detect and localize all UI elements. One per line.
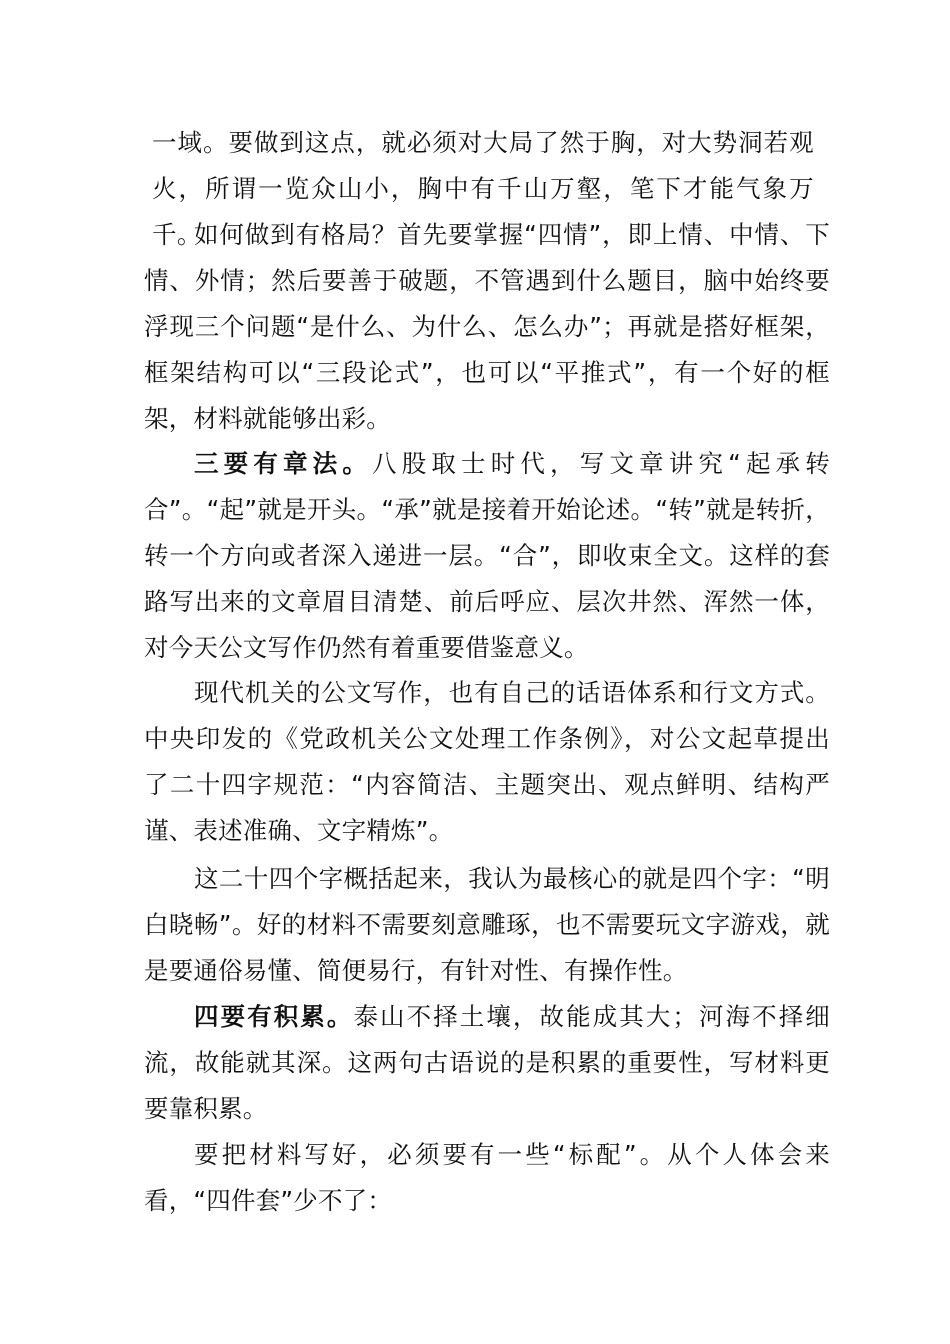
paragraph-text: 这二十四个字概括起来，我认为最核心的就是四个字：“明白晓畅”。好的材料不需要刻意雕琢，也不需要玩文字游戏，就是要通俗易懂、简便易行，有针对性、有操作性。: [144, 864, 830, 985]
paragraph-essentials: [144, 1132, 830, 1224]
section-heading-three: 三要有章法。: [194, 449, 373, 478]
paragraph-section-four: [144, 994, 830, 1132]
paragraph-text: 一域。要做到这点，就必须对大局了然于胸，对大势洞若观 火，所谓一览众山小，胸中有千山万壑，笔下才能气象万千。: [152, 128, 814, 249]
paragraph-core-principle: [144, 856, 830, 994]
paragraph-section-three: [144, 441, 830, 671]
paragraph-text: 八股取士时代，写文章讲究“起承转合”。“起”就是开头。“承”就是接着开始论述。“转”就是转折，转一个方向或者深入递进一层。“合”，即收束全文。这样的套路写出来的文章眉目清楚、前后呼应、层次井然、浑然一体， 对今天公文写作仍然有着重要借鉴意义。: [144, 449, 830, 662]
paragraph-text: 泰山不择土壤，故能成其大；河海不择细流，故能就其深。这两句古语说的是积累的重要性，写材料更要靠积累。: [144, 1002, 830, 1123]
paragraph-text: 要把材料写好，必须要有一些“标配”。从个人体会来看，“四件套”少不了：: [144, 1140, 830, 1215]
paragraph-framework: [144, 212, 830, 442]
paragraph-regulation: [144, 670, 830, 854]
section-heading-four: 四要有积累。: [194, 1002, 354, 1031]
paragraph-text: 现代机关的公文写作，也有自己的话语体系和行文方式。中央印发的《党政机关公文处理工作条例》，对公文起草提出 了二十四字规范：“内容简洁、主题突出、观点鲜明、结构严 谨、表述准确、文字精炼”。: [144, 678, 830, 845]
paragraph-text: 如何做到有格局？首先要掌握“四情”，即上情、中情、下情、外情；然后要善于破题，不管遇到什么题目，脑中始终要浮现三个问题“是什么、为什么、怎么办”；再就是搭好框架，框架结构可以“三段论式”，也可以“平推式”，有一个好的框架，材料就能够出彩。: [144, 220, 830, 433]
